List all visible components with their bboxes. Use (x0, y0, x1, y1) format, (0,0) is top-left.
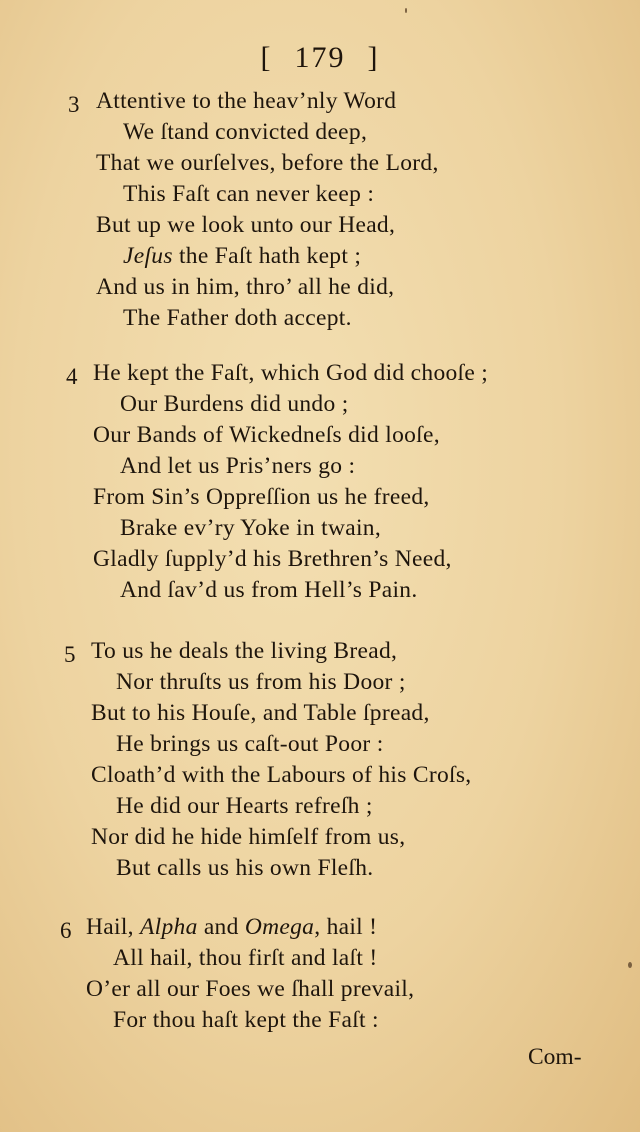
verse-line (116, 791, 373, 821)
verse-text: But calls us his own Fleſh. (116, 855, 374, 881)
page-number: 179 (294, 41, 346, 74)
verse-line (86, 912, 377, 942)
verse-text: Our Bands of Wickedneſs did looſe, (93, 422, 440, 448)
verse-text: and (197, 914, 245, 940)
verse-line (123, 303, 352, 333)
stanza-number: 6 (60, 918, 72, 943)
verse-line (91, 760, 471, 790)
italic-text: Jeſus (123, 243, 173, 269)
stanza-number: 5 (64, 642, 76, 667)
verse-line (113, 1005, 379, 1035)
verse-text: Nor thruſts us from his Door ; (116, 669, 406, 695)
right-bracket: ] (367, 41, 380, 74)
stanza-number: 4 (66, 364, 78, 389)
verse-line (120, 513, 381, 543)
page-header (0, 38, 640, 78)
verse-text: We ſtand convicted deep, (123, 119, 368, 145)
verse-line (96, 86, 396, 116)
verse-text: The Father doth accept. (123, 305, 352, 331)
verse-text: From Sin’s Oppreſſion us he freed, (93, 484, 430, 510)
verse-text: And let us Pris’ners go : (120, 453, 356, 479)
italic-text: Omega (244, 914, 315, 940)
verse-text: Gladly ſupply’d his Brethren’s Need, (93, 546, 452, 572)
verse-text: Hail, (86, 914, 141, 940)
verse-line (123, 179, 374, 209)
verse-text: Nor did he hide himſelf from us, (91, 824, 406, 850)
verse-text: That we ourſelves, before the Lord, (96, 150, 439, 176)
verse-text: All hail, thou firſt and laſt ! (113, 945, 378, 971)
verse-line (93, 544, 452, 574)
verse-line (116, 853, 373, 883)
verse-text: But up we look unto our Head, (96, 212, 396, 238)
verse-text: Cloath’d with the Labours of his Croſs, (91, 762, 472, 788)
left-bracket: [ (260, 41, 273, 74)
verse-line (120, 389, 349, 419)
verse-text: the Faſt hath kept ; (172, 243, 362, 269)
italic-text: Alpha (140, 914, 198, 940)
verse-line (123, 241, 361, 271)
verse-line (120, 451, 355, 481)
verse-text: And ſav’d us from Hell’s Pain. (120, 577, 418, 603)
verse-line (86, 974, 414, 1004)
verse-line (113, 943, 377, 973)
catchword: Com- (528, 1044, 582, 1070)
verse-text: He did our Hearts refreſh ; (116, 793, 373, 819)
verse-text: Brake ev’ry Yoke in twain, (120, 515, 382, 541)
verse-line (116, 729, 384, 759)
verse-line (93, 358, 488, 388)
verse-text: Attentive to the heav’nly Word (96, 88, 397, 114)
verse-line (96, 210, 395, 240)
verse-text: O’er all our Foes we ſhall prevail, (86, 976, 415, 1002)
verse-text: To us he deals the living Bread, (91, 638, 398, 664)
verse-line (96, 272, 394, 302)
verse-line (123, 117, 367, 147)
verse-text: He brings us caſt-out Poor : (116, 731, 384, 757)
paper-speck (628, 962, 632, 968)
verse-text: He kept the Faſt, which God did chooſe ; (93, 360, 489, 386)
verse-line (91, 698, 430, 728)
verse-text: But to his Houſe, and Table ſpread, (91, 700, 430, 726)
verse-line (93, 482, 430, 512)
verse-line (120, 575, 418, 605)
verse-line (93, 420, 440, 450)
verse-text: , hail ! (314, 914, 378, 940)
verse-text: Our Burdens did undo ; (120, 391, 349, 417)
verse-text: This Faſt can never keep : (123, 181, 375, 207)
verse-line (91, 636, 397, 666)
verse-line (91, 822, 405, 852)
verse-text: And us in him, thro’ all he did, (96, 274, 395, 300)
verse-line (96, 148, 439, 178)
stanza-number: 3 (68, 92, 80, 117)
paper-speck (405, 8, 407, 13)
verse-text: For thou haſt kept the Faſt : (113, 1007, 379, 1033)
verse-line (116, 667, 406, 697)
